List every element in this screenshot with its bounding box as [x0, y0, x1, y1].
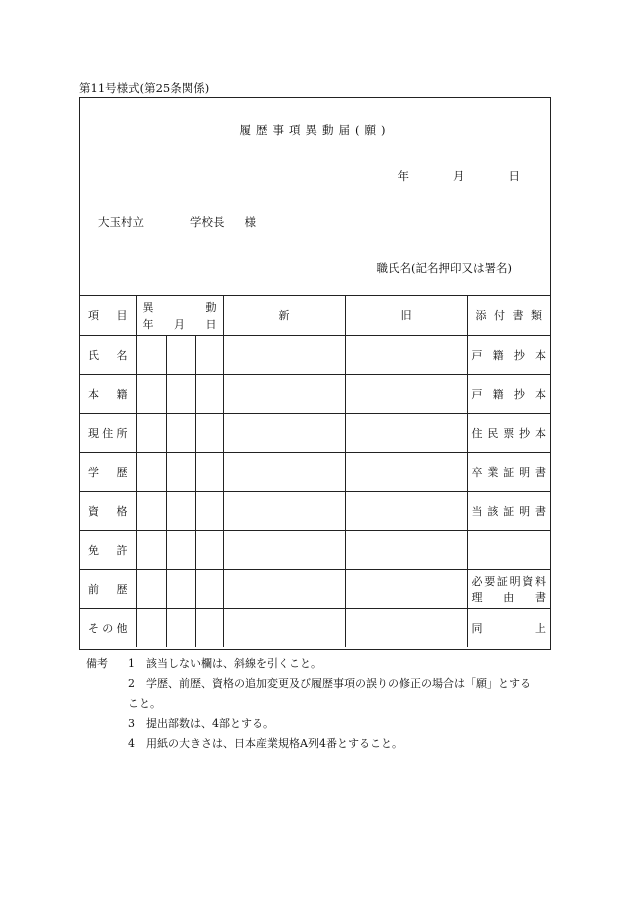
row-label-char: 歴: [116, 465, 128, 479]
old-value-cell[interactable]: [345, 491, 467, 530]
attached-doc-char: 本: [535, 426, 547, 440]
remark-number: 4: [128, 737, 135, 750]
new-value-cell[interactable]: [223, 413, 345, 452]
new-value-cell[interactable]: [223, 530, 345, 569]
row-label: [80, 335, 136, 374]
new-value-cell[interactable]: [223, 374, 345, 413]
row-label-char: 所: [116, 426, 128, 440]
change-year-cell[interactable]: [136, 569, 166, 608]
header-old: 旧: [345, 296, 467, 335]
attached-doc-char: 必: [471, 574, 483, 588]
row-label-char: 籍: [116, 387, 128, 401]
remark-text: こと。: [128, 697, 161, 710]
remark-1: [86, 654, 546, 674]
attached-doc-char: 由: [503, 590, 515, 604]
header-item-char: 目: [116, 309, 128, 323]
row-label-char: 学: [88, 465, 99, 479]
change-month-cell[interactable]: [166, 452, 195, 491]
attached-doc-char: 書: [535, 465, 547, 479]
header-item-char: 項: [88, 309, 99, 323]
row-label-char: 現: [88, 426, 99, 440]
table-row: [80, 335, 550, 374]
row-label-char: 前: [88, 582, 99, 596]
row-label-char: 他: [116, 621, 128, 635]
attached-doc-char: 書: [535, 590, 547, 604]
remark-3: [86, 714, 546, 734]
new-value-cell[interactable]: [223, 335, 345, 374]
change-day-cell[interactable]: [195, 530, 223, 569]
attached-doc-char: 明: [509, 574, 521, 588]
remark-text: 提出部数は、4部とする。: [146, 717, 274, 730]
attached-doc-char: 籍: [492, 348, 504, 362]
header-change-month: 月: [174, 317, 185, 331]
attached-doc-char: 住: [471, 426, 483, 440]
change-month-cell[interactable]: [166, 608, 195, 647]
table-row: [80, 374, 550, 413]
attached-doc-char: 抄: [513, 348, 525, 362]
date-day: 日: [508, 169, 520, 183]
change-year-cell[interactable]: [136, 374, 166, 413]
attached-doc-char: 抄: [513, 387, 525, 401]
attached-doc: [467, 491, 550, 530]
remark-text: 用紙の大きさは、日本産業規格A列4番とすること。: [146, 737, 403, 750]
row-label-char: 免: [88, 543, 99, 557]
row-label-char: 名: [116, 348, 128, 362]
header-change-right: 動: [205, 301, 217, 314]
form-title: 履歴事項異動届(願): [239, 123, 391, 137]
new-value-cell[interactable]: [223, 569, 345, 608]
row-label-char: そ: [88, 621, 99, 635]
row-label: [80, 452, 136, 491]
attached-doc: [467, 569, 550, 608]
attached-doc-char: 籍: [492, 387, 504, 401]
remark-number: 3: [128, 717, 135, 730]
row-label-char: 本: [88, 387, 99, 401]
table-row: [80, 491, 550, 530]
addressee-principal: 学校長: [190, 215, 225, 229]
header-change-day: 日: [205, 317, 217, 331]
change-year-cell[interactable]: [136, 608, 166, 647]
attached-doc-char: 戸: [471, 348, 483, 362]
change-year-cell[interactable]: [136, 530, 166, 569]
row-label-char: 住: [102, 426, 114, 440]
row-label: [80, 413, 136, 452]
row-label-char: 資: [88, 504, 99, 518]
change-month-cell[interactable]: [166, 569, 195, 608]
header-item: [80, 296, 136, 335]
row-label-char: 氏: [88, 348, 99, 362]
attached-doc-char: 要: [484, 574, 496, 588]
addressee: [98, 214, 256, 230]
attached-doc-char: 理: [471, 590, 483, 604]
change-day-cell[interactable]: [195, 569, 223, 608]
change-day-cell[interactable]: [195, 335, 223, 374]
remark-text: 該当しない欄は、斜線を引くこと。: [146, 657, 322, 670]
change-day-cell[interactable]: [195, 491, 223, 530]
header-docs-char: 類: [531, 309, 543, 323]
attached-doc: [467, 452, 550, 491]
date-line: [398, 168, 521, 184]
new-value-cell[interactable]: [223, 491, 345, 530]
table-row: [80, 569, 550, 608]
attached-doc-char: 明: [519, 504, 531, 518]
attached-doc-char: 業: [487, 465, 499, 479]
change-month-cell[interactable]: [166, 413, 195, 452]
change-table: [80, 296, 550, 647]
addressee-village: 大玉村立: [98, 215, 144, 229]
row-label: [80, 374, 136, 413]
attached-doc-char: 資: [522, 574, 534, 588]
form-code: 第11号様式(第25条関係): [79, 81, 210, 95]
row-label-char: 許: [116, 543, 128, 557]
remarks-heading: 備考: [86, 657, 108, 670]
remark-number: 1: [128, 657, 135, 670]
table-row: [80, 608, 550, 647]
attached-doc-char: 上: [535, 621, 547, 635]
attached-doc-char: 証: [496, 574, 508, 588]
table-row: [80, 530, 550, 569]
header-change-year: 年: [142, 317, 154, 331]
attached-doc-char: 抄: [519, 426, 531, 440]
attached-doc: [467, 335, 550, 374]
change-month-cell[interactable]: [166, 530, 195, 569]
attached-doc-char: 証: [503, 504, 515, 518]
attached-doc-char: 卒: [471, 465, 483, 479]
change-month-cell[interactable]: [166, 491, 195, 530]
old-value-cell[interactable]: [345, 413, 467, 452]
change-day-cell[interactable]: [195, 413, 223, 452]
header-change: [136, 296, 223, 335]
remark-4: [86, 734, 546, 754]
signer-label: 職氏名(記名押印又は署名): [376, 261, 512, 275]
new-value-cell[interactable]: [223, 608, 345, 647]
header-new: 新: [223, 296, 345, 335]
row-label-char: 格: [116, 504, 128, 518]
header-docs: [467, 296, 550, 335]
row-label: [80, 530, 136, 569]
attached-doc-char: 戸: [471, 387, 483, 401]
attached-doc-char: 本: [534, 348, 546, 362]
remarks: [86, 654, 546, 754]
remark-2-continued: [86, 694, 546, 714]
old-value-cell[interactable]: [345, 452, 467, 491]
date-month: 月: [453, 169, 465, 183]
change-year-cell[interactable]: [136, 413, 166, 452]
header-docs-char: 付: [494, 309, 506, 323]
form-frame: [79, 97, 551, 650]
attached-doc-char: 証: [503, 465, 515, 479]
attached-doc-char: 本: [534, 387, 546, 401]
header-docs-char: 書: [512, 309, 524, 323]
row-label: [80, 608, 136, 647]
header-change-left: 異: [142, 301, 154, 314]
change-year-cell[interactable]: [136, 491, 166, 530]
row-label: [80, 491, 136, 530]
attached-doc-char: 同: [471, 621, 483, 635]
change-day-cell[interactable]: [195, 374, 223, 413]
row-label-char: 歴: [116, 582, 128, 596]
row-label-char: の: [102, 621, 114, 635]
remark-number: 2: [128, 677, 135, 690]
old-value-cell[interactable]: [345, 530, 467, 569]
attached-doc-char: 当: [471, 504, 483, 518]
attached-doc-char: 該: [487, 504, 499, 518]
new-value-cell[interactable]: [223, 452, 345, 491]
attached-doc-char: 明: [519, 465, 531, 479]
remark-text: 学歴、前歴、資格の追加変更及び履歴事項の誤りの修正の場合は「願」とする: [146, 677, 531, 690]
table-header-row: [80, 296, 550, 335]
attached-doc: [467, 413, 550, 452]
attached-doc-char: 民: [487, 426, 499, 440]
form-header: [80, 98, 550, 296]
header-docs-char: 添: [475, 309, 487, 323]
table-row: [80, 452, 550, 491]
change-year-cell[interactable]: [136, 335, 166, 374]
change-day-cell[interactable]: [195, 452, 223, 491]
old-value-cell[interactable]: [345, 608, 467, 647]
remark-2: [86, 674, 546, 694]
change-year-cell[interactable]: [136, 452, 166, 491]
old-value-cell[interactable]: [345, 374, 467, 413]
old-value-cell[interactable]: [345, 569, 467, 608]
row-label: [80, 569, 136, 608]
change-month-cell[interactable]: [166, 374, 195, 413]
attached-doc: [467, 530, 550, 569]
table-row: [80, 413, 550, 452]
attached-doc: [467, 374, 550, 413]
attached-doc-char: 書: [535, 504, 547, 518]
attached-doc-char: 票: [503, 426, 515, 440]
old-value-cell[interactable]: [345, 335, 467, 374]
attached-doc: [467, 608, 550, 647]
change-day-cell[interactable]: [195, 608, 223, 647]
change-month-cell[interactable]: [166, 335, 195, 374]
attached-doc-char: 料: [534, 574, 546, 588]
date-year: 年: [397, 169, 409, 183]
addressee-honorific: 様: [244, 215, 256, 229]
